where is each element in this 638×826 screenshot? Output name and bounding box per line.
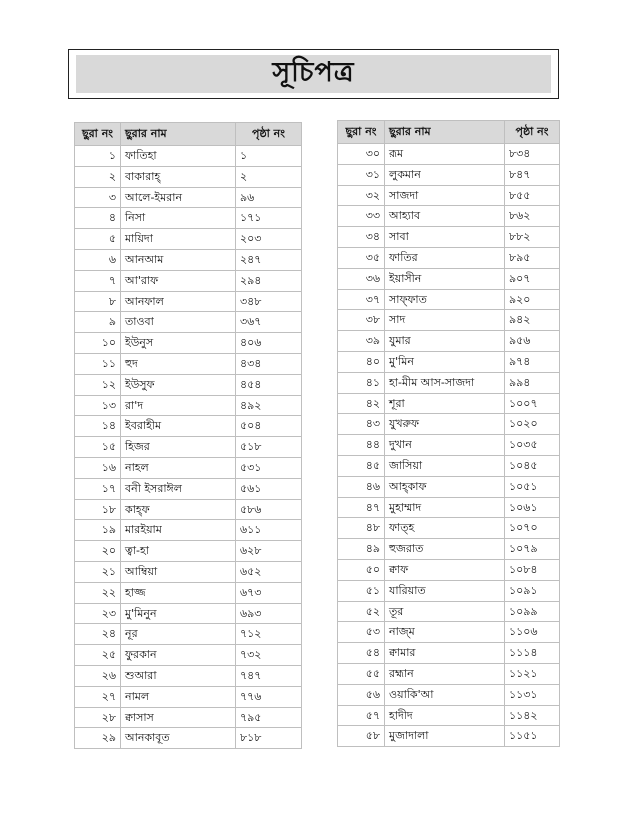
header-surah-number: ছুরা নং [338,121,385,144]
surah-name-cell: সাবা [385,227,505,248]
toc-body-left [75,146,302,749]
surah-name-cell: রহ্মান [385,663,505,684]
page-number-cell: ২৪৭ [236,249,302,270]
table-row [75,561,302,582]
surah-name-cell: আনফাল [121,291,236,312]
surah-name-cell: বনী ইসরাঈল [121,478,236,499]
table-row [75,312,302,333]
table-row [338,580,560,601]
surah-number-cell: ১ [75,146,121,167]
surah-name-cell: আনআম [121,249,236,270]
table-row [338,705,560,726]
surah-name-cell: সাদ [385,310,505,331]
page-number-cell: ১১২১ [505,663,560,684]
surah-number-cell: ৫ [75,229,121,250]
table-row [338,559,560,580]
header-page-number: পৃষ্ঠা নং [236,123,302,146]
page-number-cell: ৫৩১ [236,457,302,478]
surah-number-cell: ৫৪ [338,643,385,664]
surah-name-cell: ক্বাফ [385,559,505,580]
page-number-cell: ১০৯৯ [505,601,560,622]
page-number-cell: ৫১৮ [236,437,302,458]
surah-name-cell: নূর [121,624,236,645]
surah-name-cell: মু'মিন [385,351,505,372]
surah-name-cell: লুকমান [385,164,505,185]
surah-number-cell: ১৫ [75,437,121,458]
surah-number-cell: ৩৯ [338,331,385,352]
surah-number-cell: ৩৮ [338,310,385,331]
table-row [75,499,302,520]
table-row [75,416,302,437]
surah-number-cell: ৩২ [338,185,385,206]
surah-number-cell: ৫১ [338,580,385,601]
table-row [75,707,302,728]
surah-number-cell: ১৯ [75,520,121,541]
surah-name-cell: হুদ [121,353,236,374]
table-row [75,353,302,374]
table-row [338,268,560,289]
surah-number-cell: ৫৬ [338,684,385,705]
table-row [75,187,302,208]
surah-number-cell: ৪৪ [338,435,385,456]
surah-name-cell: শুআরা [121,665,236,686]
surah-name-cell: ত্বা-হা [121,541,236,562]
surah-number-cell: ৩১ [338,164,385,185]
page-number-cell: ৮৪৭ [505,164,560,185]
page-number-cell: ২৯৪ [236,270,302,291]
surah-name-cell: আহ্যাব [385,206,505,227]
header-page-number: পৃষ্ঠা নং [505,121,560,144]
surah-name-cell: তাওবা [121,312,236,333]
surah-number-cell: ৩৫ [338,247,385,268]
surah-number-cell: ৪৬ [338,476,385,497]
page-number-cell: ৮১৮ [236,728,302,749]
table-row [75,665,302,686]
table-row [338,331,560,352]
surah-name-cell: হিজর [121,437,236,458]
table-row [75,520,302,541]
surah-name-cell: নামল [121,686,236,707]
surah-name-cell: হাদীদ [385,705,505,726]
surah-name-cell: ফাতিহা [121,146,236,167]
page-number-cell: ৯৫৬ [505,331,560,352]
surah-number-cell: ১২ [75,374,121,395]
table-row [338,247,560,268]
surah-number-cell: ৩৪ [338,227,385,248]
surah-number-cell: ২৯ [75,728,121,749]
surah-name-cell: আম্বিয়া [121,561,236,582]
page-number-cell: ৯৪২ [505,310,560,331]
table-row [338,289,560,310]
surah-name-cell: সাফ্ফাত [385,289,505,310]
table-row [338,663,560,684]
toc-table-right [337,120,560,747]
page-number-cell: ৪০৬ [236,333,302,354]
table-row [338,310,560,331]
surah-number-cell: ৪ [75,208,121,229]
surah-number-cell: ৫৩ [338,622,385,643]
surah-name-cell: মুহাম্মাদ [385,497,505,518]
table-row [338,476,560,497]
surah-name-cell: নাহল [121,457,236,478]
table-row [338,601,560,622]
surah-name-cell: যারিয়াত [385,580,505,601]
surah-number-cell: ৩৬ [338,268,385,289]
surah-number-cell: ২২ [75,582,121,603]
page-number-cell: ১১১৪ [505,643,560,664]
table-row [75,457,302,478]
table-row [338,435,560,456]
title-banner [76,55,551,93]
surah-number-cell: ৪৯ [338,539,385,560]
page-number-cell: ১৭১ [236,208,302,229]
page-number-cell: ৬২৮ [236,541,302,562]
page-number-cell: ৪৫৪ [236,374,302,395]
header-surah-number: ছুরা নং [75,123,121,146]
page-number-cell: ১১৫১ [505,726,560,747]
page-number-cell: ৯০৭ [505,268,560,289]
table-row [338,206,560,227]
surah-number-cell: ২ [75,166,121,187]
surah-number-cell: ১১ [75,353,121,374]
table-row [338,539,560,560]
surah-name-cell: হাজ্জ [121,582,236,603]
page-number-cell: ১১০৬ [505,622,560,643]
page-number-cell: ১ [236,146,302,167]
table-row [338,185,560,206]
surah-number-cell: ৩০ [338,144,385,165]
table-row [338,372,560,393]
table-row [75,333,302,354]
page-number-cell: ৯৬ [236,187,302,208]
surah-number-cell: ৫০ [338,559,385,580]
page-number-cell: ১০৭০ [505,518,560,539]
table-row [338,643,560,664]
table-row [75,645,302,666]
surah-name-cell: আহ্কাফ [385,476,505,497]
table-row [338,518,560,539]
table-row [75,229,302,250]
table-row [75,478,302,499]
surah-name-cell: হুজরাত [385,539,505,560]
surah-name-cell: জাসিয়া [385,455,505,476]
surah-number-cell: ৪১ [338,372,385,393]
table-row [75,582,302,603]
surah-name-cell: যুমার [385,331,505,352]
surah-number-cell: ১০ [75,333,121,354]
surah-number-cell: ৯ [75,312,121,333]
table-row [338,726,560,747]
surah-name-cell: ফুরকান [121,645,236,666]
page-number-cell: ১০৩৫ [505,435,560,456]
surah-number-cell: ১৭ [75,478,121,499]
table-row [75,146,302,167]
page-number-cell: ৮৫৫ [505,185,560,206]
page-number-cell: ৩৬৭ [236,312,302,333]
surah-name-cell: মায়িদা [121,229,236,250]
surah-name-cell: ইউনুস [121,333,236,354]
table-row [75,166,302,187]
page-number-cell: ১০৪৫ [505,455,560,476]
surah-name-cell: মুজাদালা [385,726,505,747]
table-row [75,624,302,645]
table-row [75,374,302,395]
page-number-cell: ৯৯৪ [505,372,560,393]
table-row [75,437,302,458]
surah-number-cell: ২১ [75,561,121,582]
surah-name-cell: নাজ্ম [385,622,505,643]
table-row [338,414,560,435]
page-number-cell: ৮৮২ [505,227,560,248]
table-row [75,395,302,416]
surah-number-cell: ৫৭ [338,705,385,726]
table-row [338,144,560,165]
page-number-cell: ৮৯৫ [505,247,560,268]
surah-name-cell: যুখরুফ [385,414,505,435]
surah-number-cell: ১৪ [75,416,121,437]
surah-name-cell: আলে-ইমরান [121,187,236,208]
table-row [75,291,302,312]
table-row [75,541,302,562]
table-row [75,270,302,291]
surah-name-cell: শূরা [385,393,505,414]
surah-number-cell: ৩৭ [338,289,385,310]
page-title: সূচিপত্র [272,56,355,88]
surah-name-cell: বাকারাহ্ [121,166,236,187]
surah-name-cell: ক্বামার [385,643,505,664]
surah-number-cell: ৪৮ [338,518,385,539]
surah-number-cell: ৩ [75,187,121,208]
page-number-cell: ৫৬১ [236,478,302,499]
surah-name-cell: ইয়াসীন [385,268,505,289]
table-row [338,164,560,185]
surah-number-cell: ২০ [75,541,121,562]
page-number-cell: ৭৭৬ [236,686,302,707]
surah-name-cell: ইউসুফ [121,374,236,395]
table-row [75,686,302,707]
surah-name-cell: দুখান [385,435,505,456]
surah-number-cell: ৫৮ [338,726,385,747]
table-row [75,603,302,624]
surah-name-cell: আনকাবূত [121,728,236,749]
table-row [338,684,560,705]
table-header-row [338,121,560,144]
surah-name-cell: ইবরাহীম [121,416,236,437]
page-number-cell: ৮৬২ [505,206,560,227]
surah-number-cell: ১৩ [75,395,121,416]
page-number-cell: ৭৩২ [236,645,302,666]
surah-number-cell: ২৬ [75,665,121,686]
surah-number-cell: ১৬ [75,457,121,478]
surah-name-cell: রা'দ [121,395,236,416]
surah-name-cell: কাহ্ফ [121,499,236,520]
table-row [338,351,560,372]
table-row [338,497,560,518]
surah-number-cell: ২৫ [75,645,121,666]
surah-number-cell: ১৮ [75,499,121,520]
surah-number-cell: ৩৩ [338,206,385,227]
surah-number-cell: ২৭ [75,686,121,707]
surah-number-cell: ৫৫ [338,663,385,684]
surah-name-cell: হা-মীম আস-সাজদা [385,372,505,393]
page-number-cell: ১১৩১ [505,684,560,705]
page-number-cell: ৬৯৩ [236,603,302,624]
surah-number-cell: ৫২ [338,601,385,622]
page-number-cell: ৯৭৪ [505,351,560,372]
surah-number-cell: ৬ [75,249,121,270]
page-number-cell: ৬১১ [236,520,302,541]
surah-number-cell: ৪২ [338,393,385,414]
page-number-cell: ১০৭৯ [505,539,560,560]
page-number-cell: ৬৫২ [236,561,302,582]
surah-number-cell: ৪৫ [338,455,385,476]
page-number-cell: ৭৯৫ [236,707,302,728]
table-row [75,728,302,749]
surah-name-cell: ফাতির [385,247,505,268]
surah-number-cell: ৪৩ [338,414,385,435]
surah-name-cell: মু'মিনুন [121,603,236,624]
table-row [338,393,560,414]
page-number-cell: ১০৯১ [505,580,560,601]
surah-number-cell: ২৮ [75,707,121,728]
surah-number-cell: ৮ [75,291,121,312]
table-row [338,455,560,476]
toc-table-left [74,122,302,749]
page-number-cell: ৯২০ [505,289,560,310]
surah-name-cell: তূর [385,601,505,622]
surah-name-cell: মারইয়াম [121,520,236,541]
header-surah-name: ছুরার নাম [121,123,236,146]
page-number-cell: ১০৫১ [505,476,560,497]
table-row [338,622,560,643]
table-header-row [75,123,302,146]
surah-name-cell: রূম [385,144,505,165]
page-number-cell: ৫০৪ [236,416,302,437]
page-number-cell: ১০২০ [505,414,560,435]
header-surah-name: ছুরার নাম [385,121,505,144]
surah-name-cell: ক্বাসাস [121,707,236,728]
surah-number-cell: ৪০ [338,351,385,372]
surah-number-cell: ৪৭ [338,497,385,518]
surah-name-cell: ফাত্হ [385,518,505,539]
page-number-cell: ১০০৭ [505,393,560,414]
surah-number-cell: ৭ [75,270,121,291]
page-number-cell: ৬৭৩ [236,582,302,603]
page-number-cell: ১০৬১ [505,497,560,518]
surah-name-cell: সাজদা [385,185,505,206]
page-number-cell: ৩৪৮ [236,291,302,312]
page-number-cell: ৪৩৪ [236,353,302,374]
table-row [75,208,302,229]
page-number-cell: ৭১২ [236,624,302,645]
title-box [68,49,559,99]
page-number-cell: ২০৩ [236,229,302,250]
surah-number-cell: ২৪ [75,624,121,645]
page-number-cell: ৭৪৭ [236,665,302,686]
surah-name-cell: আ'রাফ [121,270,236,291]
page-number-cell: ৪৯২ [236,395,302,416]
table-row [75,249,302,270]
page-number-cell: ২ [236,166,302,187]
surah-name-cell: ওয়াকি'আ [385,684,505,705]
page-number-cell: ৮৩৪ [505,144,560,165]
table-row [338,227,560,248]
surah-number-cell: ২৩ [75,603,121,624]
page-number-cell: ১০৮৪ [505,559,560,580]
toc-body-right [338,144,560,747]
page-number-cell: ৫৮৬ [236,499,302,520]
page-number-cell: ১১৪২ [505,705,560,726]
surah-name-cell: নিসা [121,208,236,229]
